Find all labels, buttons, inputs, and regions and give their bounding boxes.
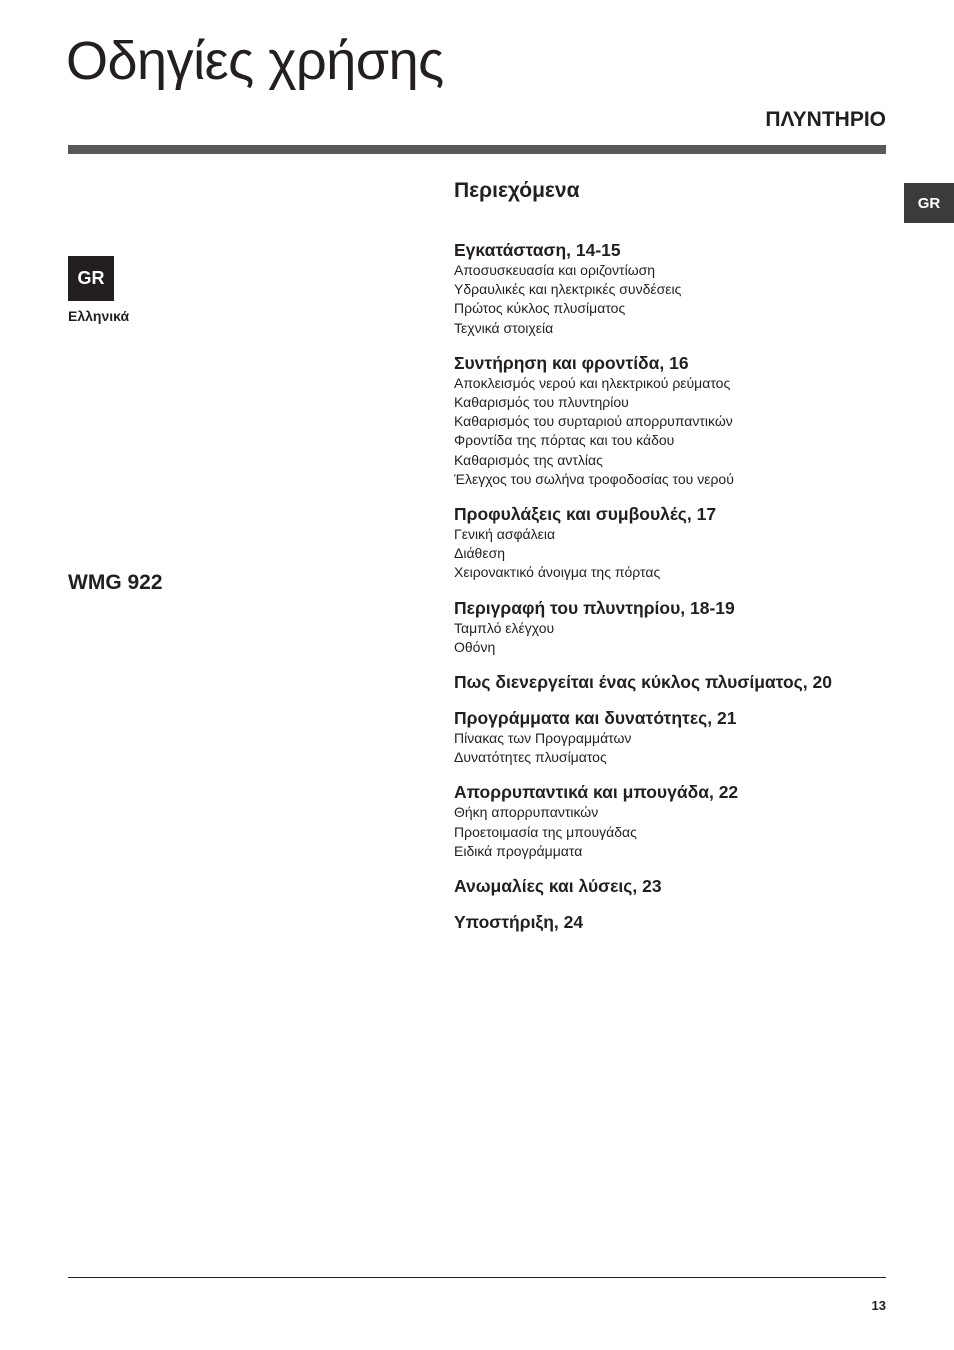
toc-heading: Περιεχόμενα <box>454 179 580 202</box>
toc-item: Οθόνη <box>454 638 496 655</box>
toc-item: Προετοιμασία της μπουγάδας <box>454 823 637 840</box>
toc-section-title: Περιγραφή του πλυντηρίου, 18-19 <box>454 597 735 618</box>
toc-item: Πίνακας των Προγραμμάτων <box>454 730 632 747</box>
toc-section-title: Εγκατάσταση, 14-15 <box>454 240 621 260</box>
toc-item: Ειδικά προγράμματα <box>454 842 583 859</box>
language-name: Ελληνικά <box>68 308 130 324</box>
toc-section <box>454 598 874 657</box>
toc-item: Καθαρισμός του πλυντηρίου <box>454 394 629 411</box>
toc-section-title: Απορρυπαντικά και μπουγάδα, 22 <box>454 782 739 803</box>
toc-item: Αποκλεισμός νερού και ηλεκτρικού ρεύματος <box>454 374 731 391</box>
toc-section <box>454 708 874 767</box>
toc-section-title: Ανωμαλίες και λύσεις, 23 <box>454 876 662 897</box>
toc-section <box>454 504 874 583</box>
toc-section <box>454 912 874 933</box>
model-name: WMG 922 <box>68 571 163 594</box>
table-of-contents <box>454 240 874 948</box>
toc-item: Δυνατότητες πλυσίματος <box>454 749 607 766</box>
toc-item: Έλεγχος του σωλήνα τροφοδοσίας του νερού <box>454 470 734 487</box>
product-type-label: ΠΛΥΝΤΗΡΙΟ <box>765 108 886 131</box>
page-title: Οδηγίες χρήσης <box>66 31 444 91</box>
toc-item: Τεχνικά στοιχεία <box>454 319 554 336</box>
toc-item: Διάθεση <box>454 545 506 562</box>
toc-section-title: Προγράμματα και δυνατότητες, 21 <box>454 708 737 729</box>
toc-section-title: Συντήρηση και φροντίδα, 16 <box>454 352 689 373</box>
language-code-badge: GR <box>68 256 114 301</box>
toc-section-title: Προφυλάξεις και συμβουλές, 17 <box>454 504 717 525</box>
toc-section <box>454 782 874 861</box>
footer-divider <box>68 1277 886 1278</box>
toc-item: Γενική ασφάλεια <box>454 526 556 543</box>
toc-item: Υδραυλικές και ηλεκτρικές συνδέσεις <box>454 281 682 298</box>
toc-item: Ταμπλό ελέγχου <box>454 619 555 636</box>
toc-section <box>454 876 874 897</box>
toc-item: Θήκη απορρυπαντικών <box>454 804 599 821</box>
toc-section <box>454 240 874 338</box>
toc-item: Καθαρισμός της αντλίας <box>454 451 603 468</box>
toc-item: Αποσυσκευασία και οριζοντίωση <box>454 262 656 278</box>
toc-item: Καθαρισμός του συρταριού απορρυπαντικών <box>454 413 733 430</box>
language-side-tab: GR <box>904 183 954 223</box>
toc-section-title: Υποστήριξη, 24 <box>454 912 584 933</box>
toc-item: Πρώτος κύκλος πλυσίματος <box>454 300 626 317</box>
toc-item: Χειροναктικό άνοιγμα της πόρτας <box>454 564 661 581</box>
header-divider <box>68 145 886 154</box>
toc-section <box>454 353 874 489</box>
toc-item: Φροντίδα της πόρτας και του κάδου <box>454 432 675 449</box>
page-number: 13 <box>871 1298 886 1313</box>
toc-section-title: Πως διενεργείται ένας κύκλος πλυσίματος, 20 <box>454 672 832 693</box>
toc-section <box>454 672 874 693</box>
